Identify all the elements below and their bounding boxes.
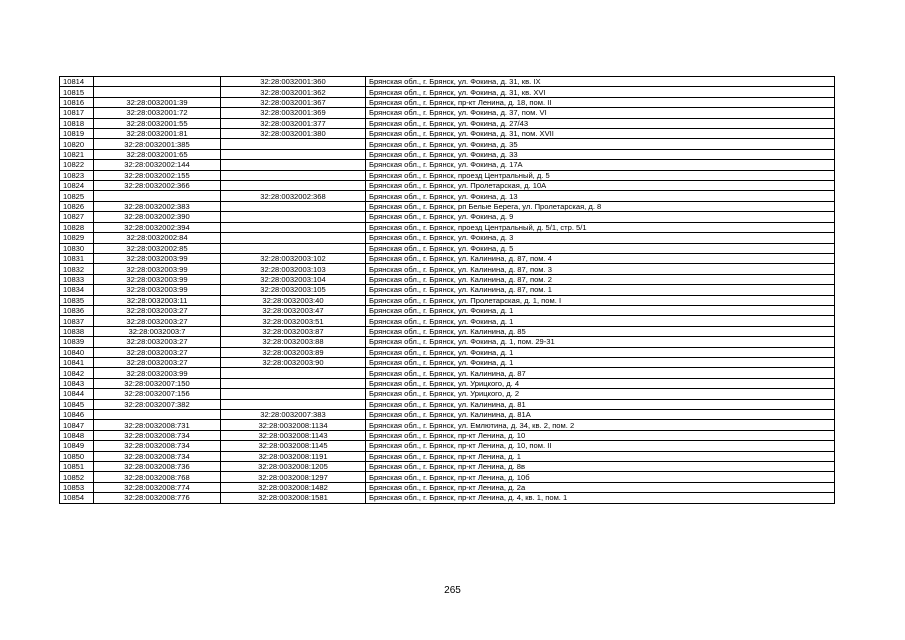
row-number-cell: 10836 bbox=[60, 305, 94, 315]
table-row bbox=[60, 191, 835, 201]
cadastral-number-object-cell bbox=[221, 389, 366, 399]
row-number-cell: 10822 bbox=[60, 160, 94, 170]
address-cell: Брянская обл., г. Брянск, ул. Калинина, д. 87, пом. 2 bbox=[366, 274, 835, 284]
row-number-cell: 10849 bbox=[60, 441, 94, 451]
address-cell: Брянская обл., г. Брянск, ул. Урицкого, д. 4 bbox=[366, 378, 835, 388]
cadastral-number-object-cell bbox=[221, 181, 366, 191]
row-number-cell: 10824 bbox=[60, 181, 94, 191]
row-number-cell: 10843 bbox=[60, 378, 94, 388]
row-number-cell: 10847 bbox=[60, 420, 94, 430]
row-number-cell: 10848 bbox=[60, 430, 94, 440]
cadastral-number-object-cell bbox=[221, 233, 366, 243]
row-number-cell: 10835 bbox=[60, 295, 94, 305]
cadastral-number-object-cell bbox=[221, 399, 366, 409]
row-number-cell: 10842 bbox=[60, 368, 94, 378]
table-row bbox=[60, 472, 835, 482]
address-cell: Брянская обл., г. Брянск, ул. Фокина, д. 1 bbox=[366, 357, 835, 367]
table-row bbox=[60, 139, 835, 149]
row-number-cell: 10821 bbox=[60, 149, 94, 159]
table-row bbox=[60, 181, 835, 191]
table-row bbox=[60, 233, 835, 243]
table-row bbox=[60, 264, 835, 274]
cadastral-number-object-cell: 32:28:0032001:367 bbox=[221, 97, 366, 107]
table-row bbox=[60, 462, 835, 472]
cadastral-number-object-cell: 32:28:0032003:89 bbox=[221, 347, 366, 357]
cadastral-number-object-cell: 32:28:0032008:1134 bbox=[221, 420, 366, 430]
address-cell: Брянская обл., г. Брянск, ул. Фокина, д. 27/43 bbox=[366, 118, 835, 128]
cadastral-number-parcel-cell: 32:28:0032008:774 bbox=[94, 482, 221, 492]
row-number-cell: 10837 bbox=[60, 316, 94, 326]
cadastral-number-object-cell bbox=[221, 170, 366, 180]
cadastral-number-parcel-cell: 32:28:0032008:776 bbox=[94, 493, 221, 503]
row-number-cell: 10820 bbox=[60, 139, 94, 149]
row-number-cell: 10833 bbox=[60, 274, 94, 284]
row-number-cell: 10829 bbox=[60, 233, 94, 243]
cadastral-number-parcel-cell: 32:28:0032003:11 bbox=[94, 295, 221, 305]
row-number-cell: 10816 bbox=[60, 97, 94, 107]
table-row bbox=[60, 170, 835, 180]
cadastral-number-parcel-cell bbox=[94, 87, 221, 97]
address-cell: Брянская обл., г. Брянск, пр-кт Ленина, д. 1 bbox=[366, 451, 835, 461]
table-row bbox=[60, 87, 835, 97]
cadastral-number-object-cell: 32:28:0032001:369 bbox=[221, 108, 366, 118]
table-row bbox=[60, 305, 835, 315]
cadastral-number-object-cell bbox=[221, 149, 366, 159]
cadastral-number-parcel-cell: 32:28:0032007:156 bbox=[94, 389, 221, 399]
cadastral-number-object-cell: 32:28:0032003:105 bbox=[221, 285, 366, 295]
cadastral-number-parcel-cell bbox=[94, 77, 221, 87]
cadastral-number-parcel-cell: 32:28:0032007:382 bbox=[94, 399, 221, 409]
cadastral-number-object-cell: 32:28:0032001:362 bbox=[221, 87, 366, 97]
address-cell: Брянская обл., г. Брянск, ул. Фокина, д. 5 bbox=[366, 243, 835, 253]
cadastral-number-parcel-cell: 32:28:0032003:7 bbox=[94, 326, 221, 336]
cadastral-number-object-cell: 32:28:0032008:1482 bbox=[221, 482, 366, 492]
table-row bbox=[60, 441, 835, 451]
address-cell: Брянская обл., г. Брянск, ул. Пролетарская, д. 1, пом. I bbox=[366, 295, 835, 305]
cadastral-number-object-cell: 32:28:0032003:87 bbox=[221, 326, 366, 336]
address-cell: Брянская обл., г. Брянск, пр-кт Ленина, д. 10, пом. II bbox=[366, 441, 835, 451]
address-cell: Брянская обл., г. Брянск, ул. Калинина, д. 85 bbox=[366, 326, 835, 336]
row-number-cell: 10826 bbox=[60, 201, 94, 211]
table-row bbox=[60, 378, 835, 388]
row-number-cell: 10841 bbox=[60, 357, 94, 367]
address-cell: Брянская обл., г. Брянск, ул. Фокина, д. 1, пом. 29-31 bbox=[366, 337, 835, 347]
table-row bbox=[60, 212, 835, 222]
cadastral-number-parcel-cell: 32:28:0032002:390 bbox=[94, 212, 221, 222]
table-row bbox=[60, 285, 835, 295]
cadastral-number-object-cell: 32:28:0032008:1191 bbox=[221, 451, 366, 461]
cadastral-number-object-cell: 32:28:0032008:1143 bbox=[221, 430, 366, 440]
address-cell: Брянская обл., г. Брянск, ул. Фокина, д. 9 bbox=[366, 212, 835, 222]
table-row bbox=[60, 368, 835, 378]
address-cell: Брянская обл., г. Брянск, ул. Фокина, д. 31, кв. XVI bbox=[366, 87, 835, 97]
address-cell: Брянская обл., г. Брянск, ул. Урицкого, д. 2 bbox=[366, 389, 835, 399]
address-cell: Брянская обл., г. Брянск, ул. Фокина, д. 17А bbox=[366, 160, 835, 170]
address-cell: Брянская обл., г. Брянск, пр-кт Ленина, д. 10б bbox=[366, 472, 835, 482]
table-row bbox=[60, 274, 835, 284]
cadastral-number-object-cell: 32:28:0032003:47 bbox=[221, 305, 366, 315]
cadastral-number-object-cell bbox=[221, 368, 366, 378]
address-cell: Брянская обл., г. Брянск, пр-кт Ленина, д. 18, пом. II bbox=[366, 97, 835, 107]
cadastral-number-parcel-cell: 32:28:0032003:99 bbox=[94, 285, 221, 295]
address-cell: Брянская обл., г. Брянск, ул. Пролетарская, д. 10А bbox=[366, 181, 835, 191]
cadastral-number-parcel-cell: 32:28:0032003:99 bbox=[94, 253, 221, 263]
address-cell: Брянская обл., г. Брянск, пр-кт Ленина, д. 4, кв. 1, пом. 1 bbox=[366, 493, 835, 503]
cadastral-number-parcel-cell: 32:28:0032001:65 bbox=[94, 149, 221, 159]
row-number-cell: 10830 bbox=[60, 243, 94, 253]
cadastral-number-parcel-cell: 32:28:0032008:736 bbox=[94, 462, 221, 472]
row-number-cell: 10817 bbox=[60, 108, 94, 118]
table-row bbox=[60, 451, 835, 461]
cadastral-number-parcel-cell: 32:28:0032008:734 bbox=[94, 451, 221, 461]
cadastral-number-object-cell bbox=[221, 378, 366, 388]
table-row bbox=[60, 118, 835, 128]
table-row bbox=[60, 430, 835, 440]
address-cell: Брянская обл., г. Брянск, ул. Фокина, д. 35 bbox=[366, 139, 835, 149]
table-row bbox=[60, 410, 835, 420]
address-cell: Брянская обл., г. Брянск, ул. Калинина, д. 87, пом. 4 bbox=[366, 253, 835, 263]
table-row bbox=[60, 420, 835, 430]
cadastral-number-parcel-cell: 32:28:0032002:84 bbox=[94, 233, 221, 243]
row-number-cell: 10854 bbox=[60, 493, 94, 503]
address-cell: Брянская обл., г. Брянск, ул. Фокина, д. 31, кв. IX bbox=[366, 77, 835, 87]
row-number-cell: 10845 bbox=[60, 399, 94, 409]
cadastral-number-object-cell bbox=[221, 201, 366, 211]
address-cell: Брянская обл., г. Брянск, ул. Фокина, д. 13 bbox=[366, 191, 835, 201]
row-number-cell: 10832 bbox=[60, 264, 94, 274]
table-row bbox=[60, 337, 835, 347]
address-cell: Брянская обл., г. Брянск, ул. Фокина, д. 31, пом. XVII bbox=[366, 129, 835, 139]
table-row bbox=[60, 108, 835, 118]
registry-table bbox=[59, 76, 835, 504]
cadastral-number-object-cell: 32:28:0032003:104 bbox=[221, 274, 366, 284]
row-number-cell: 10815 bbox=[60, 87, 94, 97]
address-cell: Брянская обл., г. Брянск, ул. Фокина, д. 1 bbox=[366, 305, 835, 315]
cadastral-number-parcel-cell: 32:28:0032001:385 bbox=[94, 139, 221, 149]
table-row bbox=[60, 347, 835, 357]
table-row bbox=[60, 97, 835, 107]
row-number-cell: 10828 bbox=[60, 222, 94, 232]
row-number-cell: 10834 bbox=[60, 285, 94, 295]
cadastral-number-parcel-cell: 32:28:0032008:734 bbox=[94, 441, 221, 451]
row-number-cell: 10850 bbox=[60, 451, 94, 461]
table-row bbox=[60, 129, 835, 139]
address-cell: Брянская обл., г. Брянск, проезд Центральный, д. 5 bbox=[366, 170, 835, 180]
cadastral-number-object-cell: 32:28:0032001:380 bbox=[221, 129, 366, 139]
row-number-cell: 10818 bbox=[60, 118, 94, 128]
page-number: 265 bbox=[444, 585, 461, 596]
cadastral-number-object-cell: 32:28:0032008:1581 bbox=[221, 493, 366, 503]
registry-table-body bbox=[60, 77, 835, 504]
cadastral-number-parcel-cell: 32:28:0032007:150 bbox=[94, 378, 221, 388]
cadastral-number-parcel-cell bbox=[94, 191, 221, 201]
table-row bbox=[60, 160, 835, 170]
address-cell: Брянская обл., г. Брянск, ул. Калинина, д. 81 bbox=[366, 399, 835, 409]
address-cell: Брянская обл., г. Брянск, рп Белые Берега, ул. Пролетарская, д. 8 bbox=[366, 201, 835, 211]
table-row bbox=[60, 253, 835, 263]
cadastral-number-object-cell bbox=[221, 160, 366, 170]
address-cell: Брянская обл., г. Брянск, проезд Центральный, д. 5/1, стр. 5/1 bbox=[366, 222, 835, 232]
cadastral-number-object-cell bbox=[221, 222, 366, 232]
cadastral-number-parcel-cell: 32:28:0032003:27 bbox=[94, 316, 221, 326]
table-row bbox=[60, 399, 835, 409]
cadastral-number-object-cell: 32:28:0032003:51 bbox=[221, 316, 366, 326]
address-cell: Брянская обл., г. Брянск, ул. Калинина, д. 87, пом. 1 bbox=[366, 285, 835, 295]
cadastral-number-parcel-cell: 32:28:0032003:27 bbox=[94, 347, 221, 357]
cadastral-number-parcel-cell: 32:28:0032002:366 bbox=[94, 181, 221, 191]
cadastral-number-parcel-cell: 32:28:0032001:81 bbox=[94, 129, 221, 139]
cadastral-number-object-cell: 32:28:0032008:1145 bbox=[221, 441, 366, 451]
cadastral-number-parcel-cell: 32:28:0032008:734 bbox=[94, 430, 221, 440]
address-cell: Брянская обл., г. Брянск, пр-кт Ленина, д. 2а bbox=[366, 482, 835, 492]
cadastral-number-parcel-cell: 32:28:0032003:27 bbox=[94, 305, 221, 315]
row-number-cell: 10839 bbox=[60, 337, 94, 347]
table-row bbox=[60, 389, 835, 399]
address-cell: Брянская обл., г. Брянск, ул. Фокина, д. 3 bbox=[366, 233, 835, 243]
table-row bbox=[60, 149, 835, 159]
cadastral-number-parcel-cell: 32:28:0032001:55 bbox=[94, 118, 221, 128]
address-cell: Брянская обл., г. Брянск, ул. Фокина, д. 33 bbox=[366, 149, 835, 159]
row-number-cell: 10823 bbox=[60, 170, 94, 180]
address-cell: Брянская обл., г. Брянск, пр-кт Ленина, д. 8в bbox=[366, 462, 835, 472]
table-row bbox=[60, 482, 835, 492]
row-number-cell: 10838 bbox=[60, 326, 94, 336]
cadastral-number-object-cell: 32:28:0032003:102 bbox=[221, 253, 366, 263]
row-number-cell: 10819 bbox=[60, 129, 94, 139]
row-number-cell: 10831 bbox=[60, 253, 94, 263]
table-row bbox=[60, 295, 835, 305]
cadastral-number-object-cell: 32:28:0032001:377 bbox=[221, 118, 366, 128]
address-cell: Брянская обл., г. Брянск, пр-кт Ленина, д. 10 bbox=[366, 430, 835, 440]
cadastral-number-object-cell: 32:28:0032003:88 bbox=[221, 337, 366, 347]
cadastral-number-parcel-cell: 32:28:0032003:99 bbox=[94, 368, 221, 378]
table-row bbox=[60, 493, 835, 503]
address-cell: Брянская обл., г. Брянск, ул. Фокина, д. 37, пом. VI bbox=[366, 108, 835, 118]
cadastral-number-object-cell bbox=[221, 139, 366, 149]
row-number-cell: 10844 bbox=[60, 389, 94, 399]
row-number-cell: 10853 bbox=[60, 482, 94, 492]
cadastral-number-object-cell: 32:28:0032008:1205 bbox=[221, 462, 366, 472]
table-row bbox=[60, 77, 835, 87]
row-number-cell: 10846 bbox=[60, 410, 94, 420]
cadastral-number-parcel-cell: 32:28:0032002:144 bbox=[94, 160, 221, 170]
table-row bbox=[60, 222, 835, 232]
cadastral-number-parcel-cell: 32:28:0032003:99 bbox=[94, 274, 221, 284]
cadastral-number-parcel-cell: 32:28:0032002:85 bbox=[94, 243, 221, 253]
row-number-cell: 10852 bbox=[60, 472, 94, 482]
cadastral-number-object-cell: 32:28:0032003:103 bbox=[221, 264, 366, 274]
cadastral-number-object-cell: 32:28:0032003:40 bbox=[221, 295, 366, 305]
address-cell: Брянская обл., г. Брянск, ул. Калинина, д. 87, пом. 3 bbox=[366, 264, 835, 274]
address-cell: Брянская обл., г. Брянск, ул. Фокина, д. 1 bbox=[366, 347, 835, 357]
cadastral-number-object-cell: 32:28:0032008:1297 bbox=[221, 472, 366, 482]
row-number-cell: 10825 bbox=[60, 191, 94, 201]
address-cell: Брянская обл., г. Брянск, ул. Фокина, д. 1 bbox=[366, 316, 835, 326]
cadastral-number-object-cell: 32:28:0032001:360 bbox=[221, 77, 366, 87]
table-row bbox=[60, 243, 835, 253]
cadastral-number-object-cell: 32:28:0032007:383 bbox=[221, 410, 366, 420]
cadastral-number-object-cell: 32:28:0032002:368 bbox=[221, 191, 366, 201]
cadastral-number-parcel-cell: 32:28:0032008:731 bbox=[94, 420, 221, 430]
cadastral-number-parcel-cell bbox=[94, 410, 221, 420]
cadastral-number-parcel-cell: 32:28:0032002:155 bbox=[94, 170, 221, 180]
address-cell: Брянская обл., г. Брянск, ул. Емлютина, д. 34, кв. 2, пом. 2 bbox=[366, 420, 835, 430]
cadastral-number-parcel-cell: 32:28:0032001:39 bbox=[94, 97, 221, 107]
cadastral-number-object-cell bbox=[221, 212, 366, 222]
address-cell: Брянская обл., г. Брянск, ул. Калинина, д. 87 bbox=[366, 368, 835, 378]
cadastral-number-object-cell bbox=[221, 243, 366, 253]
row-number-cell: 10814 bbox=[60, 77, 94, 87]
table-row bbox=[60, 201, 835, 211]
cadastral-number-parcel-cell: 32:28:0032003:99 bbox=[94, 264, 221, 274]
table-row bbox=[60, 357, 835, 367]
table-row bbox=[60, 316, 835, 326]
row-number-cell: 10840 bbox=[60, 347, 94, 357]
cadastral-number-parcel-cell: 32:28:0032003:27 bbox=[94, 357, 221, 367]
cadastral-number-parcel-cell: 32:28:0032008:768 bbox=[94, 472, 221, 482]
row-number-cell: 10827 bbox=[60, 212, 94, 222]
cadastral-number-parcel-cell: 32:28:0032001:72 bbox=[94, 108, 221, 118]
cadastral-number-parcel-cell: 32:28:0032003:27 bbox=[94, 337, 221, 347]
row-number-cell: 10851 bbox=[60, 462, 94, 472]
cadastral-number-object-cell: 32:28:0032003:90 bbox=[221, 357, 366, 367]
address-cell: Брянская обл., г. Брянск, ул. Калинина, д. 81А bbox=[366, 410, 835, 420]
cadastral-number-parcel-cell: 32:28:0032002:394 bbox=[94, 222, 221, 232]
cadastral-number-parcel-cell: 32:28:0032002:383 bbox=[94, 201, 221, 211]
table-row bbox=[60, 326, 835, 336]
